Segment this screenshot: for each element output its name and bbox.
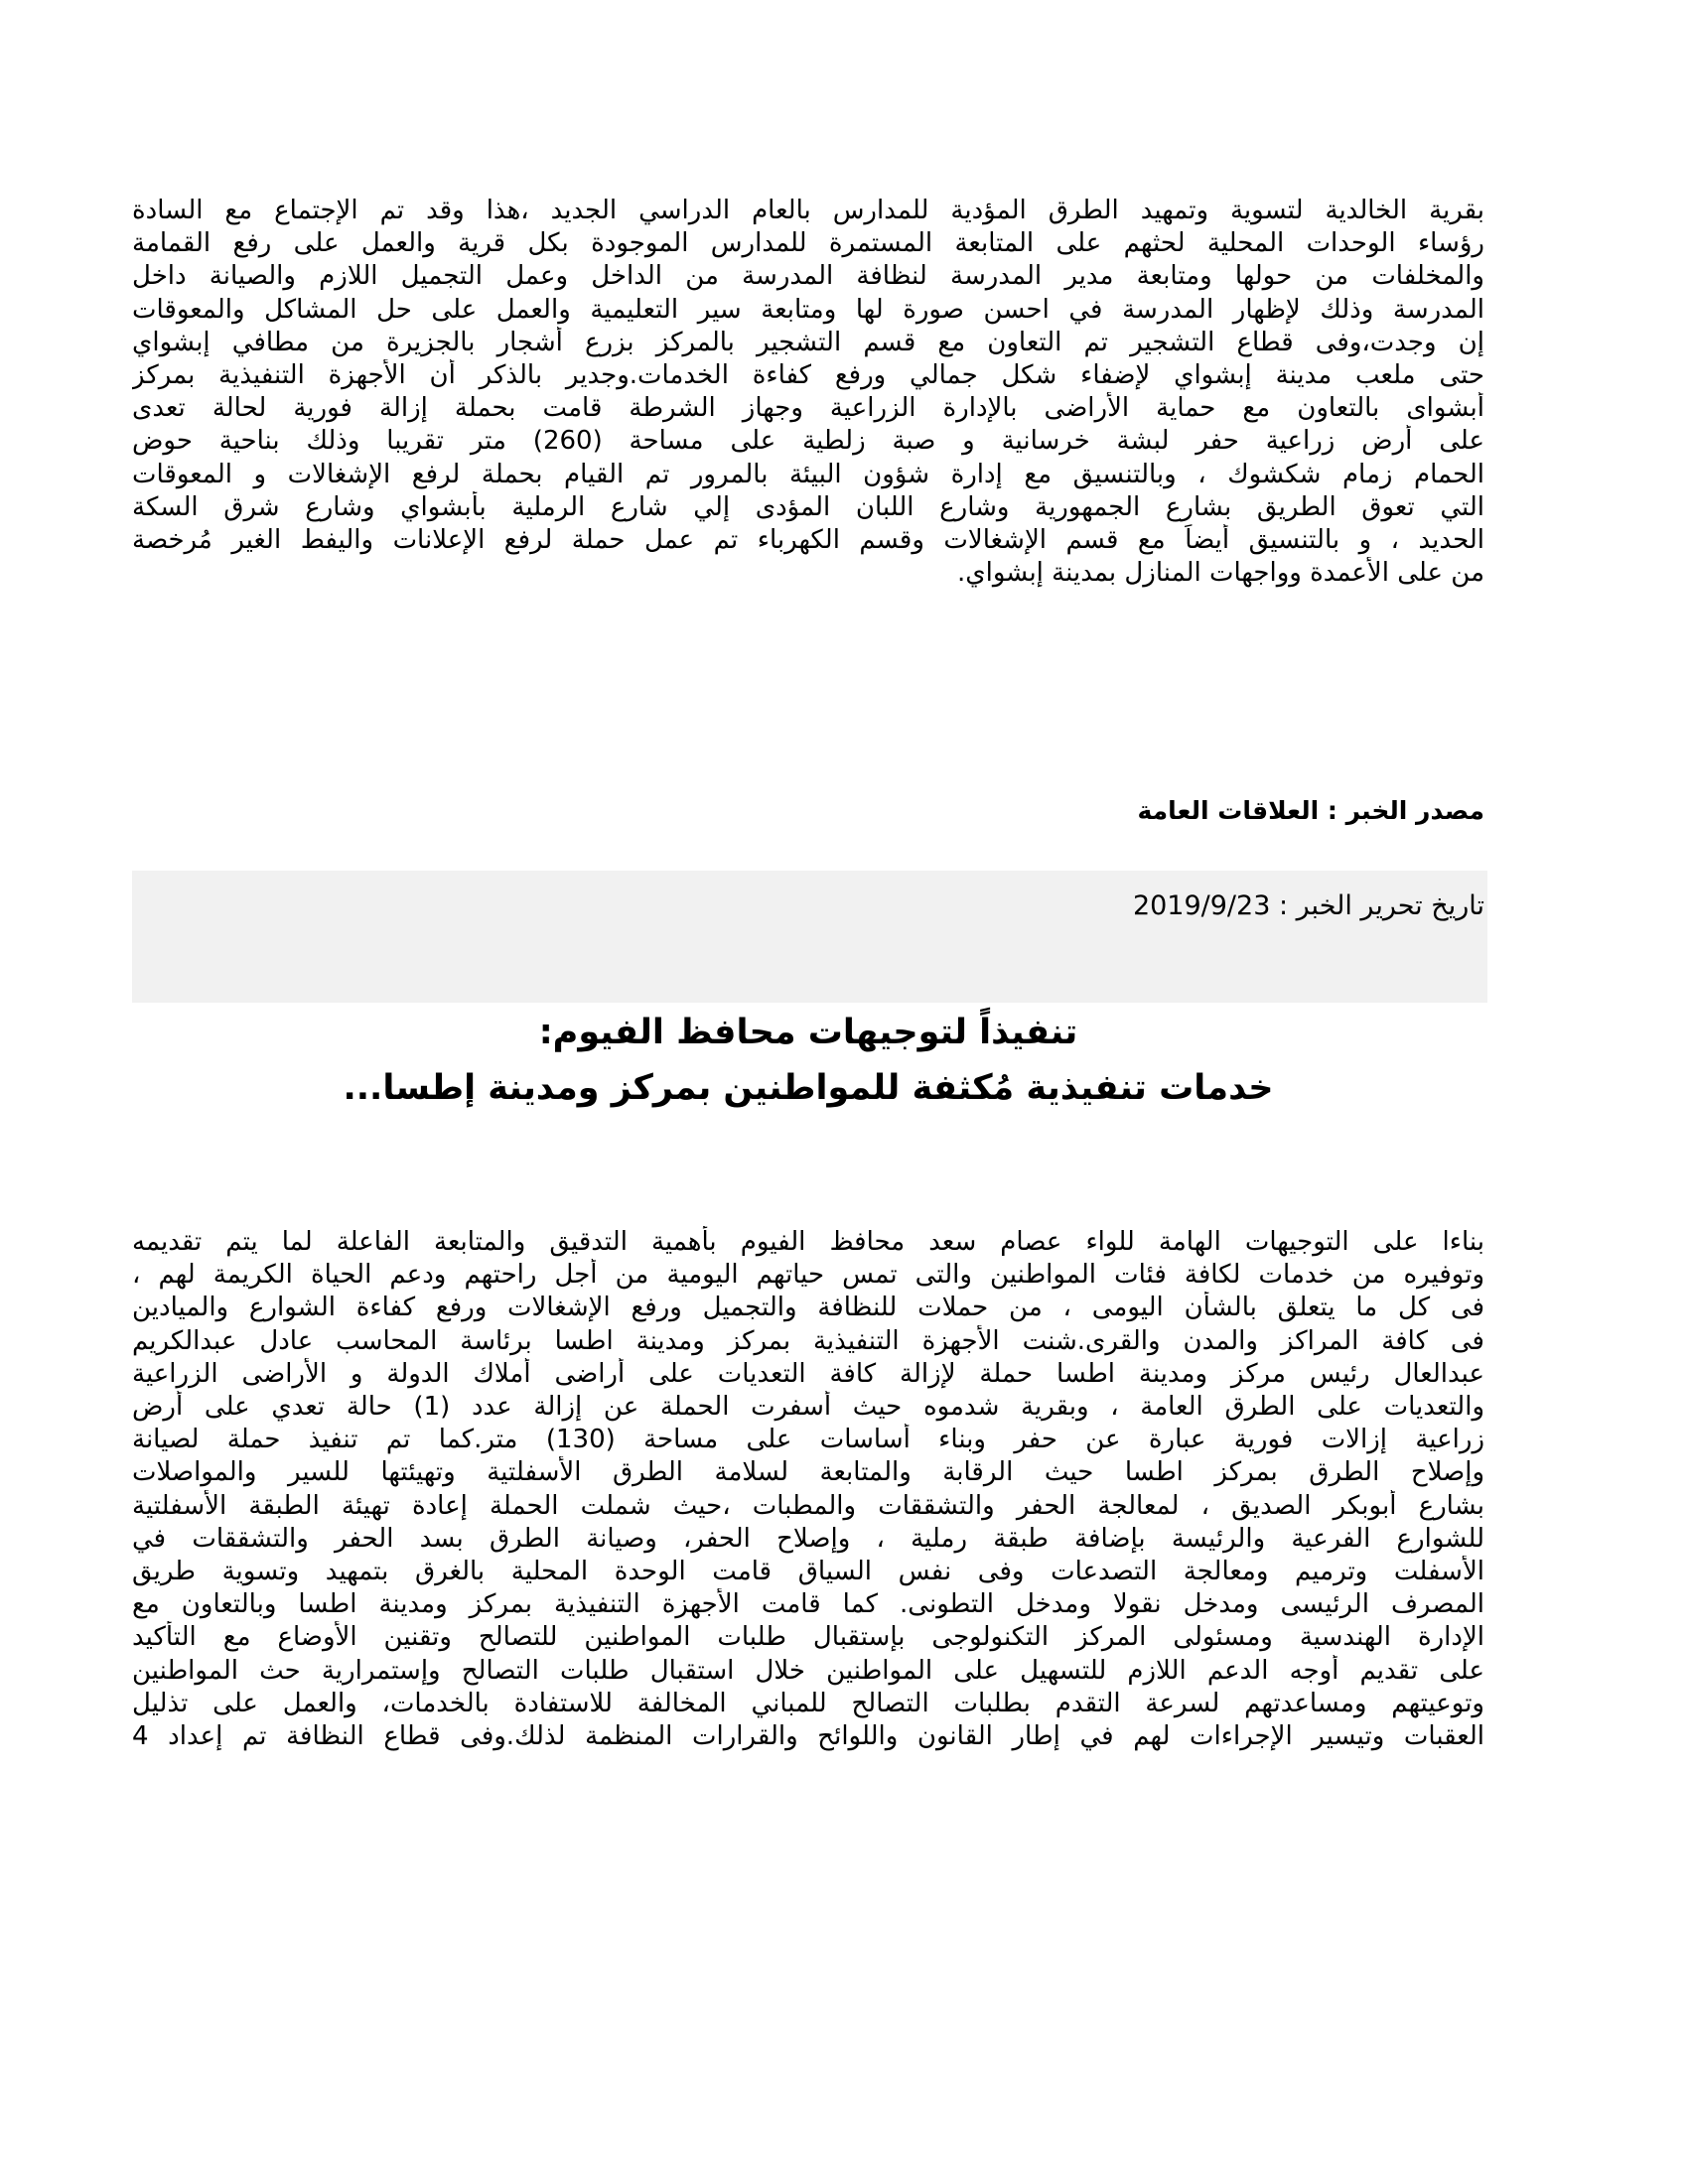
article-2-line: بناءا على التوجيهات الهامة للواء عصام سعد محافظ الفيوم بأهمية التدقيق والمتابعة الفاعلة لما يتم تقديمه — [132, 1227, 1484, 1257]
article-2-line: وتوعيتهم ومساعدتهم لسرعة التقدم بطلبات التصالح للمباني المخالفة للاستفادة بالخدمات، والعمل على تذليل — [132, 1688, 1484, 1718]
article-2-line: والتعديات على الطرق العامة ، وبقرية شدموه حيث أسفرت الحملة عن إزالة عدد (1) حالة تعدي على أرض — [132, 1392, 1484, 1423]
article-1-line: حتى ملعب مدينة إبشواي لإضفاء شكل جمالي ورفع كفاءة الخدمات.وجدير بالذكر أن الأجهزة التنفيذية بمركز — [132, 360, 1484, 391]
article-2-line: زراعية إزالات فورية عبارة عن حفر وبناء أساسات على مساحة (130) متر.كما تم تنفيذ حملة لصيانة — [132, 1425, 1484, 1455]
article-2-line: وتوفيره من خدمات لكافة فئات المواطنين والتى تمس حياتهم اليومية من أجل راحتهم ودعم الحياة الكريمة لهم ، — [132, 1260, 1484, 1291]
article-2-line: وإصلاح الطرق بمركز اطسا حيث الرقابة والمتابعة لسلامة الطرق الأسفلتية وتهيئتها للسير والمواصلات — [132, 1457, 1484, 1488]
article-1-line: المدرسة وذلك لإظهار المدرسة في احسن صورة لها ومتابعة سير التعليمية والعمل على حل المشاكل والمعوقات — [132, 294, 1484, 325]
headline-line-1: تنفيذاً لتوجيهات محافظ الفيوم: — [538, 1013, 1078, 1052]
article-2-line: فى كل ما يتعلق بالشأن اليومى ، من حملات للنظافة والتجميل ورفع الإشغالات ورفع كفاءة الشوارع والميادين — [132, 1293, 1484, 1323]
news-source: مصدر الخبر : العلاقات العامة — [1137, 796, 1484, 825]
article-1-line: التي تعوق الطريق بشارع الجمهورية وشارع اللبان المؤدى إلي شارع الرملية بأبشواي وشارع شرق السكة — [132, 491, 1484, 522]
article-1-line: أبشواى بالتعاون مع حماية الأراضى بالإدارة الزراعية وجهاز الشرطة قامت بحملة إزالة فورية لحالة تعدى — [132, 393, 1484, 424]
article-2-line: العقبات وتيسير الإجراءات لهم في إطار القانون واللوائح والقرارات المنظمة لذلك.وفى قطاع النظافة تم إعداد 4 — [132, 1721, 1484, 1752]
edit-date: تاريخ تحرير الخبر : 2019/9/23 — [1132, 890, 1484, 921]
article-2-line: الإدارة الهندسية ومسئولى المركز التكنولوجى بإستقبال طلبات المواطنين للتصالح وتقنين الأوضاع مع التأكيد — [132, 1622, 1484, 1653]
article-1-line: من على الأعمدة وواجهات المنازل بمدينة إبشواي. — [956, 558, 1484, 589]
article-1-line: على أرض زراعية حفر لبشة خرسانية و صبة زلطية على مساحة (260) متر تقريبا وذلك بناحية حوض — [132, 426, 1484, 457]
article-1-line: الحديد ، و بالتنسيق أيضاً مع قسم الإشغالات وقسم الكهرباء تم عمل حملة لرفع الإعلانات واليفط الغير مُرخصة — [132, 525, 1484, 556]
article-2-line: على تقديم أوجه الدعم اللازم للتسهيل على المواطنين خلال استقبال طلبات التصالح وإستمرارية حث المواطنين — [132, 1655, 1484, 1686]
article-1-line: الحمام زمام شكشوك ، وبالتنسيق مع إدارة شؤون البيئة بالمرور تم القيام بحملة لرفع الإشغالات و المعوقات — [132, 459, 1484, 489]
article-2-headline — [132, 1005, 1484, 1116]
article-2-line: الأسفلت وترميم ومعالجة التصدعات وفى نفس السياق قامت الوحدة المحلية بالغرق بتمهيد وتسوية طريق — [132, 1557, 1484, 1587]
headline-line-2: خدمات تنفيذية مُكثفة للمواطنين بمركز ومدينة إطسا... — [343, 1068, 1274, 1108]
article-1-line: إن وجدت،وفى قطاع التشجير تم التعاون مع قسم التشجير بالمركز بزرع أشجار بالجزيرة من مطافي إبشواي — [132, 327, 1484, 357]
article-1-body — [132, 195, 1484, 590]
article-2-line: للشوارع الفرعية والرئيسة بإضافة طبقة رملية ، وإصلاح الحفر، وصيانة الطرق بسد الحفر والتشققات في — [132, 1523, 1484, 1554]
article-2-line: بشارع أبوبكر الصديق ، لمعالجة الحفر والتشققات والمطبات ،حيث شملت الحملة إعادة تهيئة الطبقة الأسفلتية — [132, 1490, 1484, 1521]
article-2-line: المصرف الرئيسى ومدخل نقولا ومدخل التطونى. كما قامت الأجهزة التنفيذية بمركز ومدينة اطسا وبالتعاون مع — [132, 1589, 1484, 1620]
article-1-line: بقرية الخالدية لتسوية وتمهيد الطرق المؤدية للمدارس بالعام الدراسي الجديد ،هذا وقد تم الإجتماع مع السادة — [132, 196, 1484, 225]
article-2-line: فى كافة المراكز والمدن والقرى.شنت الأجهزة التنفيذية بمركز ومدينة اطسا برئاسة المحاسب عادل عبدالكريم — [132, 1325, 1484, 1356]
article-1-line: والمخلفات من حولها ومتابعة مدير المدرسة لنظافة المدرسة من الداخل وعمل التجميل اللازم والصيانة داخل — [132, 261, 1484, 292]
article-2-line: عبدالعال رئيس مركز ومدينة اطسا حملة لإزالة كافة التعديات على أراضى أملاك الدولة و الأراضى الزراعية — [132, 1358, 1484, 1389]
article-2-body — [132, 1226, 1484, 1753]
article-1-line: رؤساء الوحدات المحلية لحثهم على المتابعة المستمرة للمدارس الموجودة بكل قرية والعمل على رفع القمامة — [132, 228, 1484, 259]
